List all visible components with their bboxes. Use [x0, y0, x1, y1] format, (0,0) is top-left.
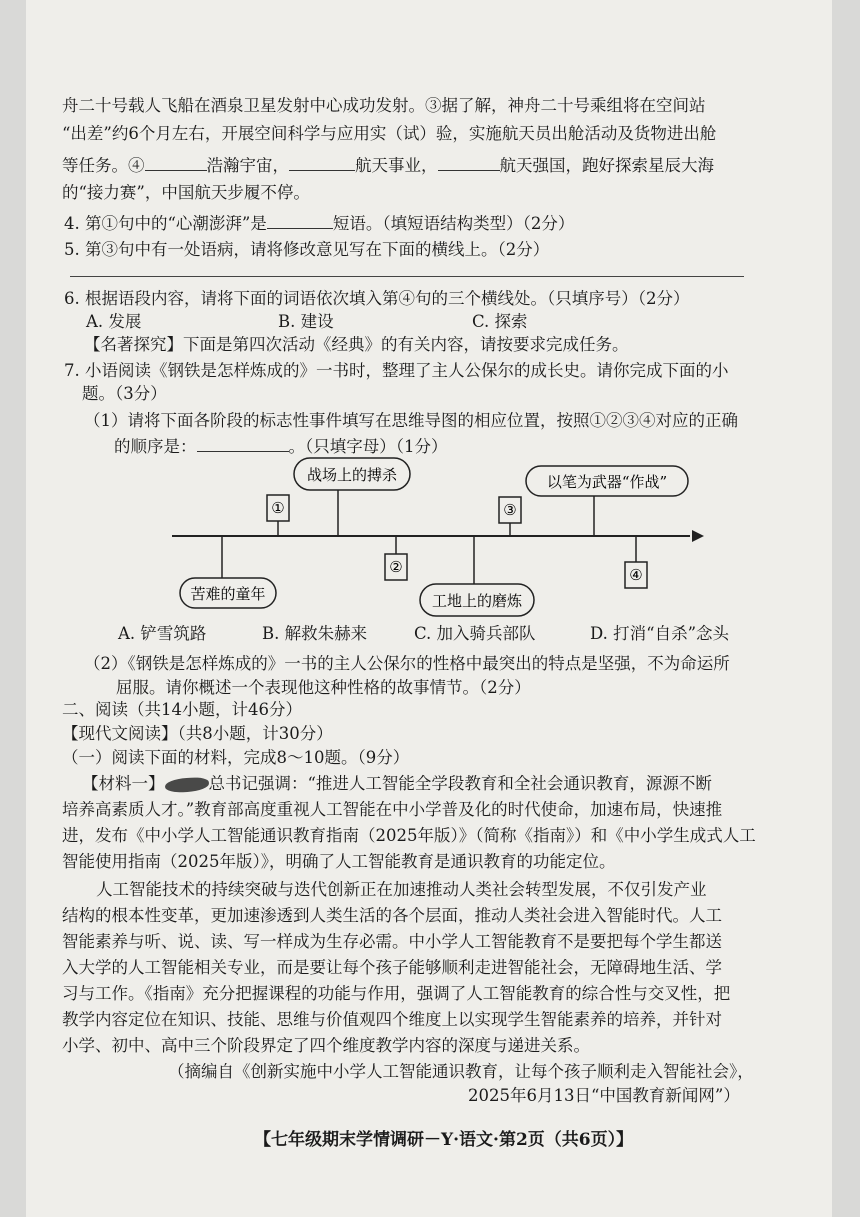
cloud-bottom-1-label: 苦难的童年 [190, 585, 266, 603]
event-d: D. 打消“自杀”念头 [590, 624, 730, 643]
blank-1[interactable] [145, 152, 207, 171]
source-line-1: （摘编自《创新实施中小学人工智能通识教育，让每个孩子顺利走入智能社会》， [168, 1062, 754, 1081]
question-7-line-1: 7. 小语阅读《钢铁是怎样炼成的》一书时，整理了主人公保尔的成长史。请你完成下面的小 [64, 361, 729, 380]
redaction-blot [164, 776, 209, 793]
material-1-line-1-text: 总书记强调：“推进人工智能全学段教育和全社会通识教育，源源不断 [208, 774, 712, 793]
exam-page [26, 0, 832, 1217]
material-1-line-4: 智能使用指南（2025年版）》，明确了人工智能教育是通识教育的功能定位。 [62, 852, 616, 871]
part-1-heading: （一）阅读下面的材料，完成8～10题。（9分） [62, 748, 410, 767]
paragraph-2-line-2: 结构的根本性变革，更加速渗透到人类生活的各个层面，推动人类社会进入智能时代。人工 [62, 906, 722, 925]
page-footer: 【七年级期末学情调研－Y·语文·第2页（共6页）】 [254, 1130, 634, 1150]
question-6: 6. 根据语段内容，请将下面的词语依次填入第④句的三个横线处。（只填序号）（2分） [64, 289, 690, 308]
cloud-top-1-label: 战场上的搏杀 [306, 466, 398, 484]
passage-line-3-mid1: 浩瀚宇宙， [206, 156, 289, 175]
material-1-line-1 [82, 772, 712, 796]
question-7-2-line-2: 屈服。请你概述一个表现他这种性格的故事情节。（2分） [116, 678, 531, 697]
box-4-label: ④ [629, 566, 643, 584]
event-b: B. 解救朱赫来 [262, 624, 368, 643]
question-4-answer-blank[interactable] [267, 210, 333, 229]
passage-line-2: “出差”约6个月左右，开展空间科学与应用实（试）验，实施航天员出舱活动及货物进出舱 [62, 124, 717, 143]
source-line-2: 2025年6月13日“中国教育新闻网”） [468, 1086, 740, 1105]
question-7-1-prefix: 的顺序是： [114, 437, 197, 456]
question-7-2-line-1: （2）《钢铁是怎样炼成的》一书的主人公保尔的性格中最突出的特点是坚强，不为命运所 [84, 654, 730, 673]
q6-option-a: A. 发展 [86, 312, 142, 331]
paragraph-2-line-3: 智能素养与听、说、读、写一样成为生存必需。中小学人工智能教育不是要把每个学生都送 [62, 932, 722, 951]
question-7-1-suffix: 。（只填字母）（1分） [288, 437, 448, 456]
passage-line-3 [62, 152, 714, 178]
passage-line-3-mid2: 航天事业， [355, 156, 438, 175]
timeline-arrowhead [692, 530, 704, 542]
q6-option-b: B. 建设 [278, 312, 334, 331]
question-4-tail: 短语。（填短语结构类型）（2分） [332, 214, 575, 233]
cloud-bottom-2-label: 工地上的磨炼 [431, 592, 523, 610]
passage-line-4: 的“接力赛”，中国航天步履不停。 [62, 183, 310, 202]
question-5-answer-line[interactable] [70, 276, 744, 277]
paragraph-2-line-7: 小学、初中、高中三个阶段界定了四个维度教学内容的深度与递进关系。 [62, 1036, 590, 1055]
paragraph-2-line-1: 人工智能技术的持续突破与迭代创新正在加速推动人类社会转型发展，不仅引发产业 [96, 880, 707, 899]
paragraph-2-line-6: 教学内容定位在知识、技能、思维与价值观四个维度上以实现学生智能素养的培养，并针对 [62, 1010, 722, 1029]
passage-line-3-end: 航天强国，跑好探索星辰大海 [499, 156, 714, 175]
question-4 [64, 210, 574, 236]
box-2-label: ② [389, 558, 403, 576]
passage-line-1: 舟二十号载人飞船在酒泉卫星发射中心成功发射。③据了解，神舟二十号乘组将在空间站 [62, 96, 706, 115]
paragraph-2-line-5: 习与工作。《指南》充分把握课程的功能与作用，强调了人工智能教育的综合性与交叉性，把 [62, 984, 731, 1003]
reading-section-heading: 二、阅读（共14小题，计46分） [62, 700, 302, 719]
box-1-label: ① [271, 499, 285, 517]
question-5: 5. 第③句中有一处语病，请将修改意见写在下面的横线上。（2分） [64, 240, 550, 259]
question-4-stem: 4. 第①句中的“心潮澎湃”是 [64, 214, 267, 233]
q6-option-c: C. 探索 [472, 312, 528, 331]
question-7-1-line-1: （1）请将下面各阶段的标志性事件填写在思维导图的相应位置，按照①②③④对应的正确 [84, 411, 738, 430]
paragraph-2-line-4: 入大学的人工智能相关专业，而是要让每个孩子能够顺利走进智能社会，无障碍地生活、学 [62, 958, 722, 977]
modern-reading-heading: 【现代文阅读】（共8小题，计30分） [62, 724, 333, 743]
question-7-line-2: 题。（3分） [82, 384, 167, 403]
blank-2[interactable] [289, 152, 355, 171]
material-1-label: 【材料一】 [82, 774, 165, 793]
material-1-line-3: 进，发布《中小学人工智能通识教育指南（2025年版）》（简称《指南》）和《中小学生成式人工 [62, 826, 756, 845]
mind-map [26, 450, 832, 622]
event-c: C. 加入骑兵部队 [414, 624, 536, 643]
blank-3[interactable] [438, 152, 500, 171]
passage-line-3-start: 等任务。④ [62, 156, 145, 175]
material-1-line-2: 培养高素质人才。”教育部高度重视人工智能在中小学普及化的时代使命，加速布局，快速推 [62, 800, 723, 819]
event-a: A. 铲雪筑路 [118, 624, 207, 643]
cloud-top-2-label: 以笔为武器“作战” [546, 473, 668, 491]
box-3-label: ③ [503, 501, 517, 519]
classics-intro: 【名著探究】下面是第四次活动《经典》的有关内容，请按要求完成任务。 [84, 335, 629, 354]
